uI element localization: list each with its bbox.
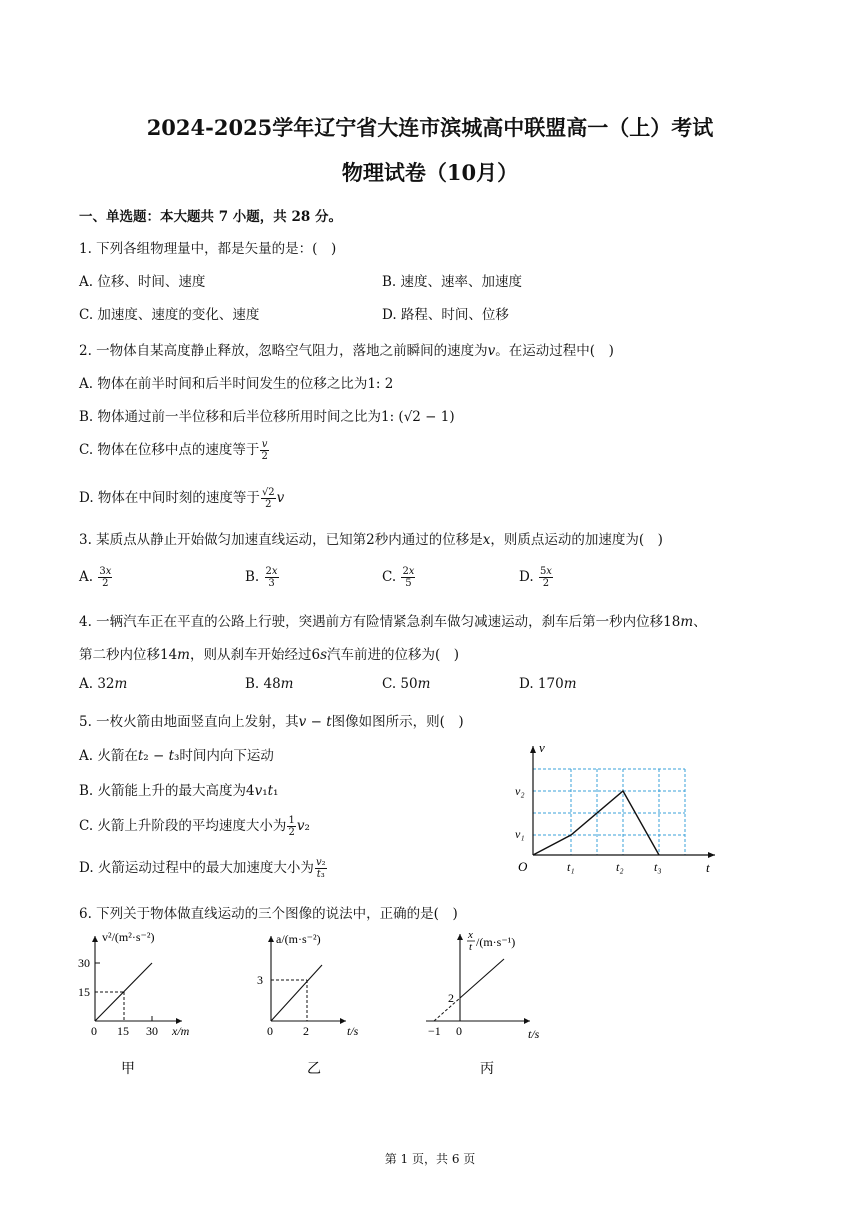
tick-t1: t₁	[567, 860, 575, 874]
fraction-num: 2𝑥	[265, 566, 278, 577]
q6-graph-yi	[246, 928, 376, 1078]
q5-option-c-text: C. 火箭上升阶段的平均速度大小为	[79, 818, 287, 834]
q6-graph-bing	[418, 928, 568, 1078]
title-line-1: 2024-2025学年辽宁省大连市滨城高中联盟高一（上）考试	[146, 115, 714, 140]
extrapolation-line	[434, 998, 460, 1021]
fraction-den: 5	[405, 578, 412, 589]
caption-yi: 乙	[307, 1062, 321, 1077]
fraction-num: 𝑣	[261, 439, 268, 450]
fraction-den: 2	[288, 827, 295, 838]
q2-option-c	[79, 438, 270, 462]
q4-option-b: B. 48𝑚	[245, 676, 294, 692]
q3-option-c	[382, 566, 416, 589]
tick-x-15: 15	[117, 1024, 129, 1038]
tick-x-30: 30	[146, 1024, 158, 1038]
tick-15: 15	[78, 985, 90, 999]
q4-stem-line1: 4. 一辆汽车正在平直的公路上行驶，突遇前方有险情紧急刹车做匀减速运动，刹车后第一秒内位移18𝑚、	[79, 614, 707, 630]
fraction-num: 5𝑥	[539, 566, 552, 577]
fraction	[265, 566, 279, 589]
y-axis-label: v²/(m²·s⁻²)	[102, 930, 155, 944]
q6-graph-jia	[70, 928, 220, 1078]
fraction-num: 1	[288, 815, 295, 826]
y-axis-arrow	[457, 934, 463, 940]
tick-t2: t₂	[616, 860, 624, 874]
q5-option-a: A. 火箭在𝑡₂ − 𝑡₃时间内向下运动	[79, 748, 274, 764]
q5-option-d-text: D. 火箭运动过程中的最大加速度大小为	[79, 860, 314, 876]
tick-3: 3	[257, 973, 263, 987]
q3-option-b	[245, 566, 280, 589]
q5-option-b: B. 火箭能上升的最大高度为4𝑣₁𝑡₁	[79, 783, 279, 799]
tick-v2: v₂	[515, 784, 525, 798]
fraction-den: 2	[261, 451, 268, 462]
y-axis-arrow	[268, 936, 274, 942]
tick-x-minus1: −1	[428, 1024, 441, 1038]
tick-2: 2	[448, 991, 454, 1005]
y-axis-arrow	[92, 936, 98, 942]
fraction-num: 2𝑥	[402, 566, 415, 577]
fraction	[260, 439, 268, 462]
y-label-denominator: t	[469, 941, 473, 953]
q4-option-a: A. 32𝑚	[79, 676, 128, 692]
tick-x-2: 2	[303, 1024, 309, 1038]
option-label: D.	[519, 569, 534, 585]
fraction-den: 𝑡₃	[316, 869, 325, 880]
fraction	[98, 566, 112, 589]
vt-line	[533, 791, 659, 855]
q4-option-d: D. 170𝑚	[519, 676, 577, 692]
q6-stem: 6. 下列关于物体做直线运动的三个图像的说法中，正确的是( )	[79, 906, 458, 922]
graph-line	[460, 959, 504, 998]
section-heading: 一、单选题：本大题共 7 小题，共 28 分。	[79, 209, 342, 225]
q2-option-c-text: C. 物体在位移中点的速度等于	[79, 442, 260, 458]
fraction-den: 2	[102, 578, 109, 589]
caption-bing: 丙	[480, 1062, 494, 1077]
page-footer: 第 1 页，共 6 页	[384, 1152, 476, 1166]
x-axis-arrow	[524, 1018, 530, 1024]
q2-option-d-suffix: 𝑣	[276, 490, 285, 506]
origin-label: O	[518, 859, 528, 874]
tick-t3: t₃	[654, 860, 662, 874]
x-axis-arrow	[340, 1018, 346, 1024]
x-axis-label: t/s	[528, 1027, 540, 1041]
origin-label: 0	[91, 1024, 97, 1038]
graph-line	[271, 965, 322, 1021]
y-axis-label: v	[539, 740, 545, 755]
q2-option-d	[79, 486, 284, 510]
q2-stem: 2. 一物体自某高度静止释放，忽略空气阻力，落地之前瞬间的速度为𝑣。在运动过程中( )	[79, 343, 614, 359]
fraction-num: 3𝑥	[99, 566, 112, 577]
q4-option-c: C. 50𝑚	[382, 676, 431, 692]
tick-v1: v₁	[515, 827, 525, 841]
fraction	[287, 815, 295, 838]
q1-option-d: D. 路程、时间、位移	[382, 307, 509, 323]
q1-option-b: B. 速度、速率、加速度	[382, 274, 523, 290]
option-label: A.	[79, 569, 94, 585]
fraction-den: 2	[542, 578, 550, 589]
fraction-den: 2	[265, 499, 272, 510]
fraction	[315, 857, 327, 880]
grid	[533, 769, 685, 855]
x-axis-arrow	[708, 852, 715, 858]
y-label-numerator: x	[468, 929, 473, 941]
fraction	[261, 487, 276, 510]
origin-label: 0	[456, 1024, 462, 1038]
q5-vt-graph	[510, 738, 730, 878]
fraction-den: 3	[268, 578, 275, 589]
x-axis-label: t	[706, 860, 710, 875]
fraction-num: 𝑣₂	[315, 857, 326, 868]
q5-stem: 5. 一枚火箭由地面竖直向上发射，其𝑣 − 𝑡图像如图所示，则( )	[79, 714, 464, 730]
fraction-num: √2	[261, 487, 275, 498]
fraction	[401, 566, 415, 589]
y-axis-arrow	[530, 746, 536, 753]
q1-option-a: A. 位移、时间、速度	[79, 274, 206, 290]
fraction	[539, 566, 553, 589]
caption-jia: 甲	[121, 1062, 135, 1077]
q1-stem: 1. 下列各组物理量中，都是矢量的是：( )	[79, 241, 337, 257]
x-axis-label: t/s	[347, 1024, 359, 1038]
option-label: B.	[245, 569, 260, 585]
q3-option-d	[519, 566, 554, 589]
q2-option-b: B. 物体通过前一半位移和后半位移所用时间之比为1: (√2 − 1)	[79, 409, 455, 425]
q2-option-d-text: D. 物体在中间时刻的速度等于	[79, 490, 260, 506]
q4-stem-line2: 第二秒内位移14𝑚，则从刹车开始经过6𝑠汽车前进的位移为( )	[79, 647, 460, 663]
axes	[533, 746, 715, 855]
y-axis-label: a/(m·s⁻²)	[276, 932, 321, 946]
origin-label: 0	[267, 1024, 273, 1038]
y-axis-unit: /(m·s⁻¹)	[476, 935, 516, 949]
q2-option-a: A. 物体在前半时间和后半时间发生的位移之比为1: 2	[79, 376, 394, 392]
title-line-2: 物理试卷（10月）	[341, 160, 519, 185]
q3-option-a	[79, 566, 113, 589]
option-label: C.	[382, 569, 397, 585]
q1-option-c: C. 加速度、速度的变化、速度	[79, 307, 260, 323]
q5-option-c-suffix: 𝑣₂	[296, 818, 310, 834]
q5-option-d	[79, 856, 328, 880]
q5-option-c	[79, 814, 310, 838]
q3-stem: 3. 某质点从静止开始做匀加速直线运动，已知第2秒内通过的位移是𝑥，则质点运动的加速度为( )	[79, 532, 663, 548]
x-axis-label: x/m	[172, 1024, 190, 1038]
tick-30: 30	[78, 956, 90, 970]
